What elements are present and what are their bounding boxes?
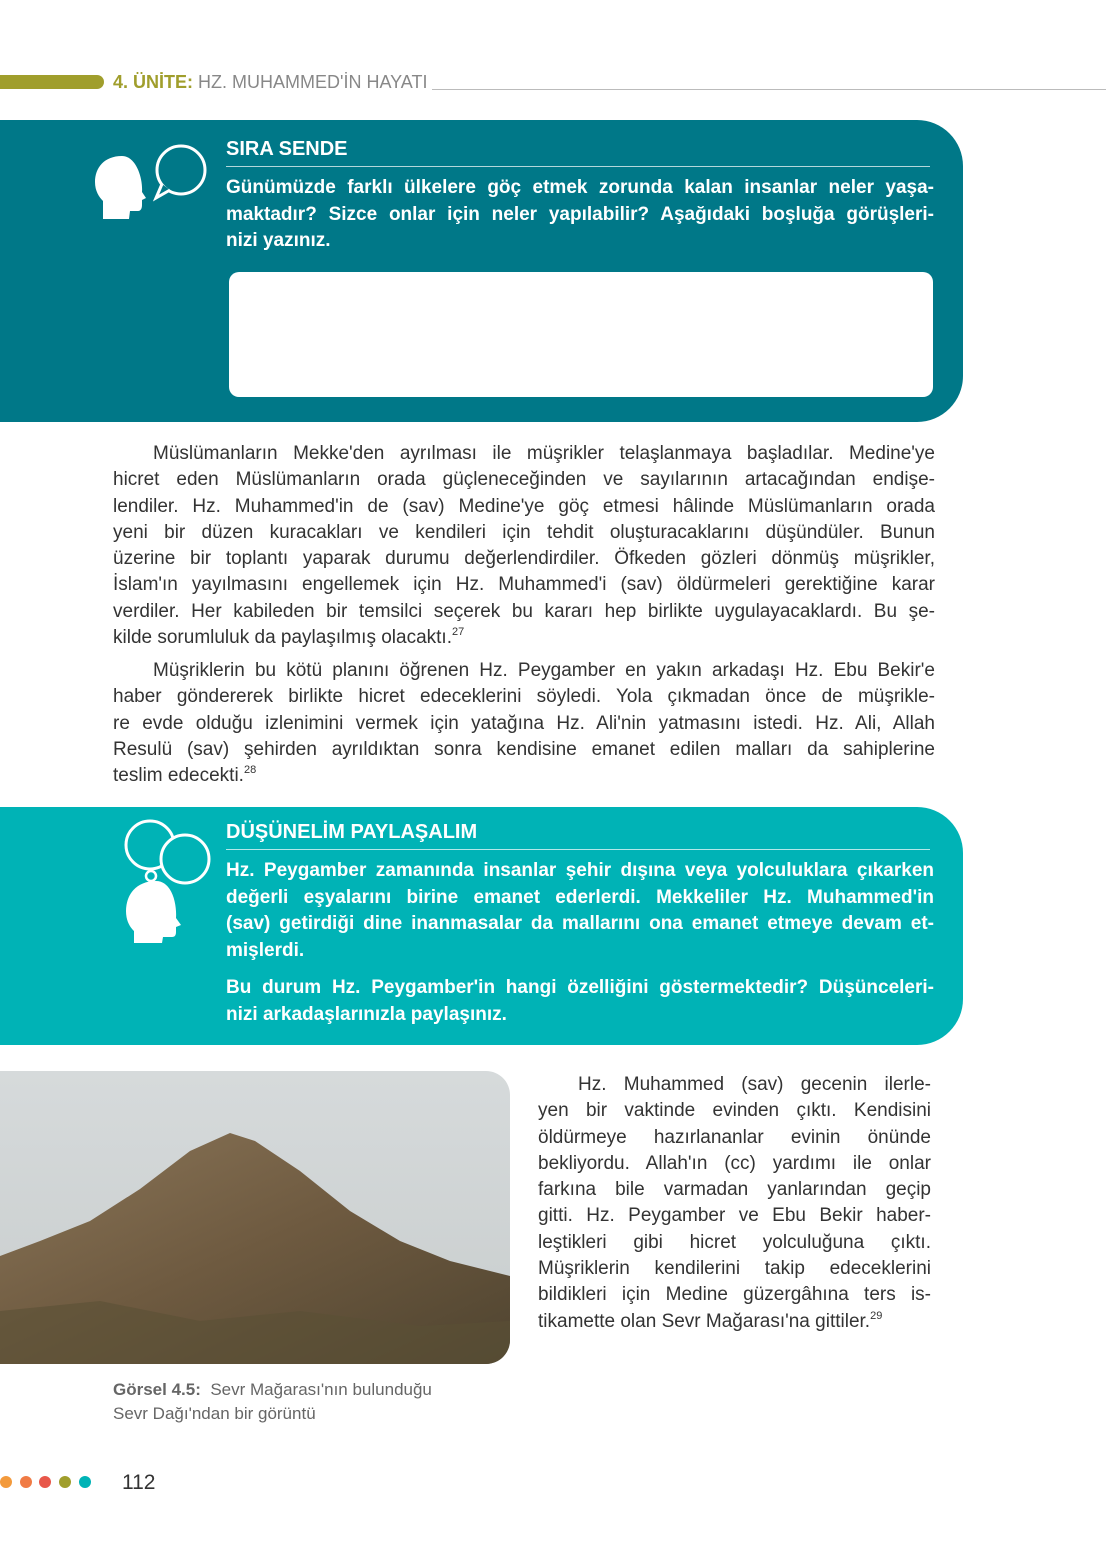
image-caption — [113, 1378, 432, 1426]
text-line: öldürmeye hazırlananlar evinin önünde — [538, 1126, 931, 1148]
text-line: (sav) getirdiği dine inanmasalar da mallarını ona emanet etmeye devam et- — [226, 913, 934, 934]
footnote-ref[interactable]: 29 — [870, 1309, 883, 1322]
text-line: gitti. Hz. Peygamber ve Ebu Bekir haber- — [538, 1205, 931, 1227]
text-line: verdiler. Her kabileden bir temsilci seçerek bu kararı hep birlikte uygulayacaklardı. Bu şe- — [113, 600, 935, 622]
unit-title: HZ. MUHAMMED'İN HAYATI — [198, 72, 428, 92]
caption-text: Sevr Mağarası'nın bulunduğu — [210, 1380, 432, 1399]
title-rule — [226, 166, 930, 167]
header-rule — [432, 89, 1106, 90]
caption-text: Sevr Dağı'ndan bir görüntü — [113, 1404, 316, 1423]
text-line: leştikleri gibi hicret yolculuğuna çıktı. — [538, 1231, 931, 1253]
text-line: Müşriklerin bu kötü planını öğrenen Hz. Peygamber en yakın arkadaşı Hz. Ebu Bekir'e — [153, 660, 935, 681]
answer-textarea[interactable] — [229, 272, 933, 397]
text-line: yeni bir düzen kuracakları ve kendileri için tehdit oluşturacaklarını düşündüler. Bunun — [113, 521, 935, 543]
text-line: bekliyordu. Allah'ın (cc) yardımı ile onlar — [538, 1152, 931, 1174]
sira-sende-box — [0, 120, 963, 422]
text-line: kilde sorumluluk da paylaşılmış olacaktı. — [113, 627, 452, 649]
text-line: mişlerdi. — [226, 939, 305, 961]
text-line: değerli eşyalarını birine emanet ederlerdi. Mekkeliler Hz. Muhammed'in — [226, 886, 934, 908]
text-line: Hz. Muhammed (sav) gecenin ilerle- — [578, 1074, 931, 1095]
text-line: yen bir vaktinde evinden çıktı. Kendisini — [538, 1100, 931, 1122]
box-title: DÜŞÜNELİM PAYLAŞALIM — [226, 821, 478, 843]
text-line: Hz. Peygamber zamanında insanlar şehir dışına veya yolculuklara çıkarken — [226, 860, 934, 881]
paragraph-3 — [538, 1072, 931, 1335]
caption-label: Görsel 4.5: — [113, 1380, 201, 1399]
text-line: lendiler. Hz. Muhammed'in de (sav) Medine'ye göç etmesi hâlinde Müslümanların orada — [113, 495, 935, 517]
footer-dot — [39, 1476, 51, 1488]
footer-dot — [0, 1476, 12, 1488]
text-line: bildikleri için Medine güzergâhına ters is- — [538, 1284, 931, 1306]
question-line: Bu durum Hz. Peygamber'in hangi özelliğini göstermektedir? Düşünceleri- — [226, 977, 934, 998]
footnote-ref[interactable]: 27 — [451, 626, 465, 639]
unit-header — [113, 72, 427, 93]
box-title: SIRA SENDE — [226, 138, 348, 160]
question-line: maktadır? Sizce onlar için neler yapılabilir? Aşağıdaki boşluğa görüşleri- — [226, 203, 934, 225]
question-line: nizi arkadaşlarınızla paylaşınız. — [226, 1003, 507, 1025]
page-number: 112 — [122, 1471, 156, 1494]
text-line: Müslümanların Mekke'den ayrılması ile müşrikler telaşlanmaya başladılar. Medine'ye — [153, 443, 935, 464]
title-rule — [226, 849, 930, 850]
paragraph-1 — [113, 441, 935, 651]
text-line: haber göndererek birlikte hicret edeceklerini söyledi. Yola çıkmadan önce de müşrikle- — [113, 686, 935, 708]
text-line: tikamette olan Sevr Mağarası'na gittiler. — [538, 1310, 871, 1332]
header-bar — [0, 75, 104, 89]
thinking-head-icon — [122, 819, 216, 943]
footnote-ref[interactable]: 28 — [243, 764, 257, 777]
mountain-image — [0, 1071, 510, 1364]
dusunelim-paylasalim-box — [0, 807, 963, 1045]
box-question — [226, 175, 934, 255]
text-line: Resulü (sav) şehirden ayrıldıktan sonra kendisine emanet edilen malları da sahiplerine — [113, 738, 935, 760]
box-text — [226, 858, 934, 964]
paragraph-2 — [113, 658, 935, 789]
footer-dot — [20, 1476, 32, 1488]
footer-dot — [79, 1476, 91, 1488]
speaking-head-icon — [94, 142, 210, 222]
unit-label: 4. ÜNİTE: — [113, 72, 194, 92]
footer-dot — [59, 1476, 71, 1488]
box-question — [226, 975, 934, 1028]
text-line: re evde olduğu izlenimini vermek için yatağına Hz. Ali'nin yatmasını istedi. Hz. Ali, Allah — [113, 712, 935, 734]
text-line: teslim edecekti. — [113, 765, 244, 787]
question-line: nizi yazınız. — [226, 230, 331, 251]
sevr-mountain-photo — [0, 1071, 510, 1364]
text-line: İslam'ın yayılmasını engellemek için Hz. Muhammed'i (sav) öldürmeleri gerektiğine karar — [113, 574, 935, 596]
text-line: üzerine bir toplantı yaparak durumu değerlendirdiler. Öfkeden gözleri dönmüş müşrikler, — [113, 548, 935, 570]
text-line: Müşriklerin kendilerini takip edeceklerini — [538, 1258, 931, 1280]
question-line: Günümüzde farklı ülkelere göç etmek zorunda kalan insanlar neler yaşa- — [226, 177, 934, 198]
text-line: farkına bile varmadan yanlarından geçip — [538, 1179, 931, 1201]
text-line: hicret eden Müslümanların orada güçleneceğinden ve sayılarının artacağından endişe- — [113, 469, 935, 491]
